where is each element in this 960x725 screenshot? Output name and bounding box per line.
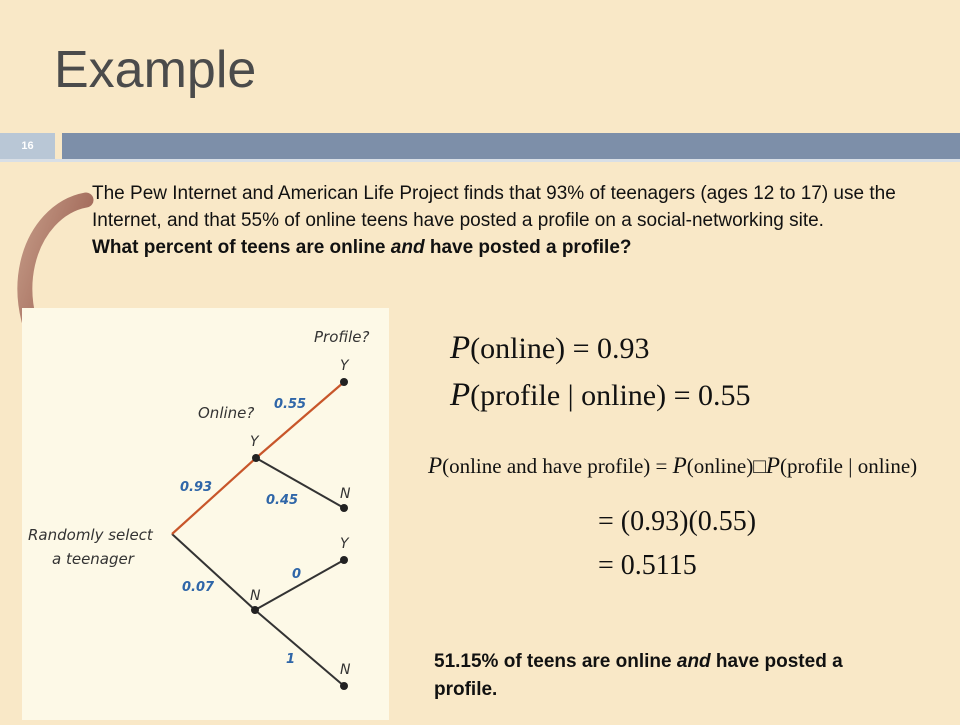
- root-label-line2: a teenager: [52, 550, 134, 568]
- node-bottom-no: [340, 682, 348, 690]
- node-top-yes: [340, 378, 348, 386]
- eq1-p: P: [450, 330, 471, 366]
- header-bar: [62, 133, 960, 159]
- tree-diagram-panel: [22, 308, 389, 720]
- prob-noprofile-given-offline: 1: [286, 652, 296, 667]
- top-yes-label: Y: [340, 358, 349, 374]
- branch-online-yes: [172, 458, 256, 534]
- top-no-label: N: [340, 486, 351, 502]
- equation-p-profile-given-online: [450, 377, 751, 414]
- question-pre: What percent of teens are online: [92, 237, 391, 258]
- question-post: have posted a profile?: [424, 237, 632, 258]
- eq3-b: (online): [686, 454, 754, 478]
- online-yes-label: Y: [250, 434, 259, 450]
- eq2-p: P: [450, 377, 471, 413]
- eq3-p1: P: [428, 452, 443, 478]
- bottom-yes-label: Y: [340, 536, 349, 552]
- intro-text-block: [92, 180, 922, 261]
- conclusion-text: [434, 648, 864, 704]
- node-online-no: [251, 606, 259, 614]
- node-online-yes: [252, 454, 260, 462]
- eq3-box: □: [753, 454, 766, 478]
- branch-top-yes: [256, 382, 344, 458]
- online-no-label: N: [250, 588, 261, 604]
- prob-profile-given-offline: 0: [292, 567, 302, 582]
- eq2-rest: (profile | online) = 0.55: [470, 379, 751, 412]
- eq3-p3: P: [765, 452, 781, 478]
- slide-title: Example: [54, 41, 257, 99]
- conclusion-emphasis: and: [676, 651, 711, 672]
- page-number: 16: [0, 133, 55, 159]
- branch-bottom-no: [255, 610, 344, 686]
- question-emphasis: and: [390, 237, 425, 258]
- root-label-line1: Randomly select: [28, 526, 153, 544]
- eq3-c: (profile | online): [780, 454, 918, 478]
- equation-substitution: = (0.93)(0.55): [598, 506, 757, 537]
- online-question-label: Online?: [198, 404, 255, 422]
- node-top-no: [340, 504, 348, 512]
- probability-tree: [22, 308, 389, 720]
- equation-multiplication-rule: [428, 452, 917, 479]
- question-text: [92, 237, 632, 258]
- bottom-no-label: N: [340, 662, 351, 678]
- branch-online-no: [172, 534, 255, 610]
- prob-profile-given-online: 0.55: [274, 397, 307, 412]
- conclusion-pre: 51.15% of teens are online: [434, 651, 677, 672]
- eq3-a: (online and have profile) =: [442, 454, 673, 478]
- header-bar-underline: [0, 159, 960, 162]
- prob-noprofile-given-online: 0.45: [266, 493, 299, 508]
- prob-online-no: 0.07: [182, 580, 215, 595]
- equation-p-online: [450, 330, 650, 367]
- node-bottom-yes: [340, 556, 348, 564]
- profile-question-label: Profile?: [314, 328, 370, 346]
- prob-online-yes: 0.93: [180, 480, 213, 495]
- equation-result: = 0.5115: [598, 550, 697, 581]
- eq3-p2: P: [672, 452, 687, 478]
- intro-paragraph: The Pew Internet and American Life Project finds that 93% of teenagers (ages 12 to 17) use the Internet, and that 55% of online teens have posted a profile on a social-networking site.: [92, 183, 896, 231]
- eq1-rest: (online) = 0.93: [470, 332, 650, 365]
- conclusion-post: have posted a profile.: [434, 651, 843, 700]
